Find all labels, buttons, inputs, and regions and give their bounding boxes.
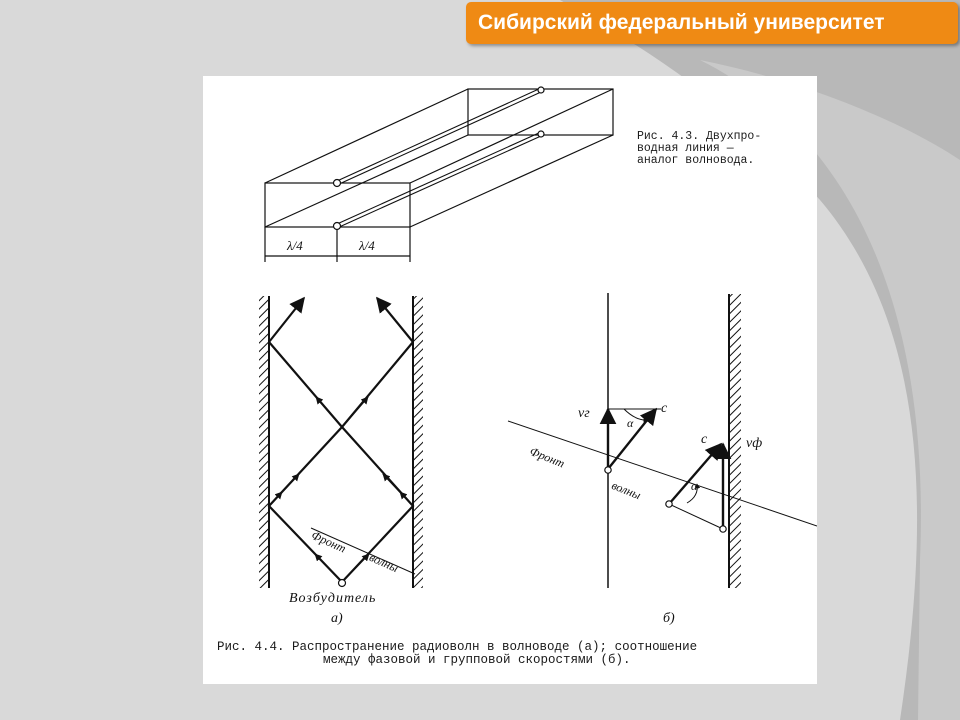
alpha-label-2: α: [691, 479, 698, 493]
exciter-label: Возбудитель: [289, 591, 377, 606]
exciter-point: [339, 580, 346, 587]
lower-wire-far-end: [538, 131, 544, 137]
upper-wire-far-end: [538, 87, 544, 93]
front-label-b: Фронт: [527, 444, 567, 471]
c-label-1: c: [661, 401, 668, 416]
c-label-2: c: [701, 432, 708, 447]
box-edge: [410, 89, 613, 183]
ray-arrow: [342, 397, 368, 427]
box-edge: [265, 89, 468, 183]
alpha-label-1: α: [627, 416, 634, 430]
box-back-face: [468, 89, 613, 135]
ray-arrow: [315, 554, 342, 582]
point: [720, 526, 726, 532]
point: [605, 467, 611, 473]
wave-front-line: [508, 421, 817, 526]
two-wire-line-diagram: [265, 87, 613, 262]
group-velocity-label: vг: [578, 406, 590, 421]
banner-title: Сибирский федеральный университет: [478, 11, 885, 34]
dimension-label-right: λ/4: [359, 238, 375, 253]
ray-arrow: [377, 298, 413, 342]
velocity-panel-b: [508, 293, 817, 588]
point: [666, 501, 672, 507]
right-wall-hatch: [413, 296, 423, 588]
lower-wire-end: [334, 223, 341, 230]
phase-velocity-label: vф: [746, 436, 763, 451]
figure-4-3-caption: Рис. 4.3. Двухпро- водная линия — аналог волновода.: [637, 130, 762, 167]
ray-arrow: [316, 397, 342, 427]
panel-b-label: б): [663, 611, 675, 626]
upper-wire-edge: [337, 92, 541, 185]
front-label-a: Фронт: [309, 528, 349, 556]
ray-arrow: [269, 474, 299, 506]
figure-panel: [203, 76, 817, 684]
connector-line: [669, 504, 723, 529]
lower-wire-edge: [337, 132, 541, 224]
caption-line-2: между фазовой и групповой скоростями (б).: [323, 653, 631, 667]
left-wall-hatch: [259, 296, 269, 588]
figure-4-4-caption: [217, 641, 807, 667]
caption-line-1: Рис. 4.4. Распространение радиоволн в волноводе (а); соотношение: [217, 640, 698, 654]
box-edge: [265, 135, 468, 227]
dimension-label-left: λ/4: [287, 238, 303, 253]
wave-label-a: волны: [367, 550, 401, 576]
wave-label-b: волны: [609, 478, 643, 503]
ray-arrow: [383, 474, 413, 506]
upper-wire-end: [334, 180, 341, 187]
panel-a-label: а): [331, 611, 343, 626]
university-banner: [466, 2, 958, 44]
right-wall-hatch: [729, 294, 741, 588]
ray-arrow: [342, 554, 369, 582]
ray-arrow: [269, 298, 304, 342]
